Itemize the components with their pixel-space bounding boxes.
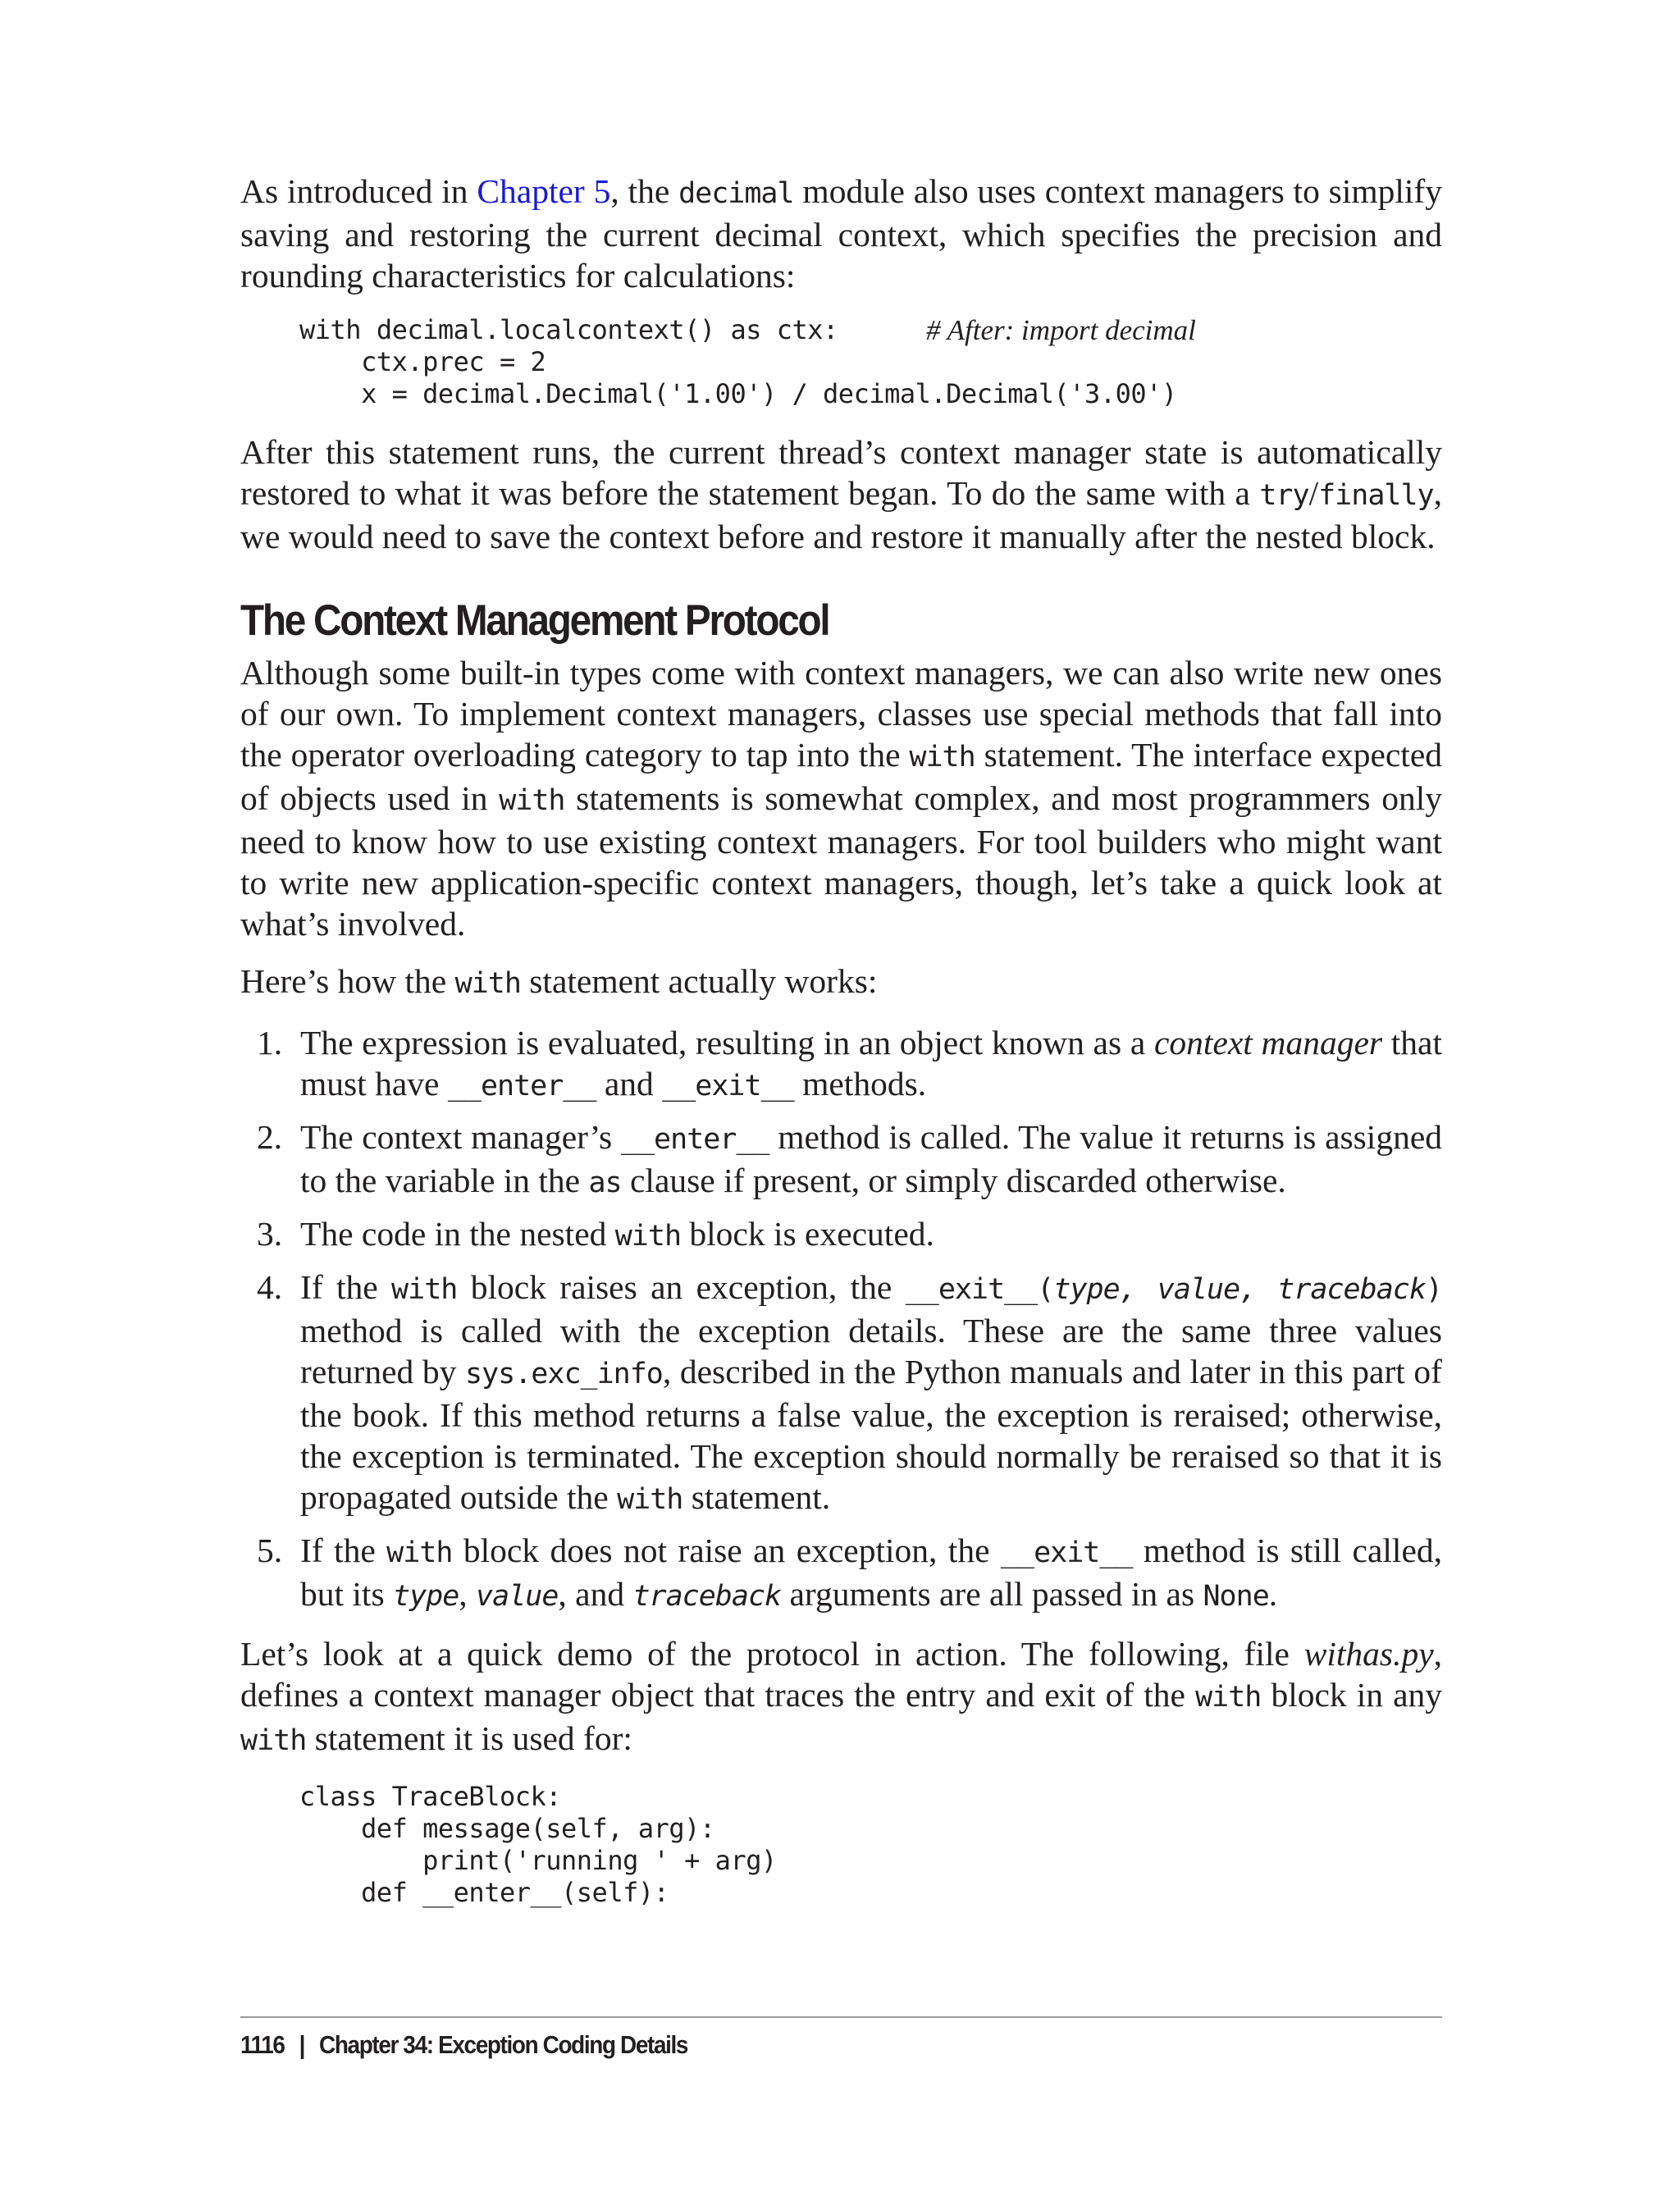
code-line: with decimal.localcontext() as ctx: xyxy=(299,314,838,345)
text: , the xyxy=(610,172,679,210)
paragraph-protocol xyxy=(240,652,1442,944)
text: The context manager’s xyxy=(300,1118,621,1156)
inline-code: finally xyxy=(1318,479,1434,512)
numbered-list xyxy=(240,1022,1442,1617)
text: , we would need to save the context before and restore it manually after the nested block. xyxy=(240,474,1442,555)
code-block-traceblock xyxy=(299,1781,1442,1909)
inline-code: with xyxy=(454,967,521,1000)
paragraph-intro xyxy=(240,171,1442,296)
text: , described in the Python manuals and later in this part of the book. If this method returns a false value, the exception is reraised; otherwise, the exception is terminated. The exception should normally be reraised so that it is propagated outside the xyxy=(300,1353,1442,1516)
text: Let’s look at a quick demo of the protocol in action. The following, file xyxy=(240,1635,1304,1673)
code-block-decimal xyxy=(299,314,1442,410)
text: After this statement runs, the current thread’s context manager state is automatically restored to what it was before the statement began. To do the same with a xyxy=(240,433,1442,512)
text: block is executed. xyxy=(681,1215,934,1253)
list-number: 1. xyxy=(257,1024,283,1061)
chapter-title: Chapter 34: Exception Coding Details xyxy=(319,2030,688,2059)
page-footer xyxy=(240,2030,687,2060)
inline-code: with xyxy=(1195,1681,1262,1714)
text: arguments are all passed in as xyxy=(781,1575,1203,1613)
list-item xyxy=(240,1530,1442,1617)
inline-code: with xyxy=(499,784,565,817)
inline-code: __enter__ xyxy=(447,1070,596,1102)
list-item-text xyxy=(300,1022,1442,1107)
text: , defines a context manager object that traces the entry and exit of the xyxy=(240,1635,1442,1714)
list-number: 3. xyxy=(257,1215,283,1253)
footer-separator: | xyxy=(299,2030,305,2059)
text: / xyxy=(1308,474,1319,512)
inline-code: decimal xyxy=(678,177,794,210)
text: that must have xyxy=(300,1024,1443,1102)
inline-code-italic: type xyxy=(393,1580,459,1613)
paragraph-how-it-works xyxy=(240,961,1442,1004)
inline-code-italic: type, value, traceback xyxy=(1053,1273,1426,1306)
inline-code: with xyxy=(614,1220,682,1253)
inline-code-italic: value xyxy=(476,1580,559,1613)
text: and xyxy=(596,1065,663,1102)
inline-code: as xyxy=(588,1166,622,1199)
text: As introduced in xyxy=(240,172,477,210)
inline-code: __exit__( xyxy=(905,1273,1054,1306)
footer-divider xyxy=(240,2016,1442,2018)
text: method is still called, but its xyxy=(300,1532,1443,1613)
inline-code: None xyxy=(1203,1580,1269,1613)
list-item xyxy=(240,1116,1442,1203)
text: , and xyxy=(558,1575,633,1613)
inline-code: with xyxy=(386,1536,453,1569)
code-line: class TraceBlock: xyxy=(299,1781,562,1812)
code-line: def __enter__(self): xyxy=(299,1877,669,1908)
text: clause if present, or simply discarded otherwise. xyxy=(621,1162,1286,1199)
inline-code: sys.exc_info xyxy=(465,1358,663,1390)
inline-code: with xyxy=(909,741,975,774)
code-comment: # After: import decimal xyxy=(926,314,1196,346)
paragraph-after-statement xyxy=(240,431,1442,557)
text: method is called with the exception details. These are the same three values returned by xyxy=(300,1312,1442,1390)
text: statements is somewhat complex, and most programmers only need to know how to use existing context managers. For tool builders who might want to write new application-specific context managers, though, let’s take a quick look at what’s involved. xyxy=(240,779,1442,943)
text: statement actually works: xyxy=(520,962,878,1000)
text: statement. xyxy=(682,1478,831,1516)
text: . xyxy=(1268,1575,1278,1613)
code-line: def message(self, arg): xyxy=(299,1813,715,1844)
text: If the xyxy=(300,1532,387,1569)
list-item-text xyxy=(300,1530,1442,1617)
emphasis-text: context manager xyxy=(1153,1024,1383,1061)
inline-code: ) xyxy=(1425,1273,1442,1306)
inline-code: with xyxy=(617,1483,683,1516)
list-item-text xyxy=(300,1213,1442,1257)
text: method is called. The value it returns is assigned to the variable in the xyxy=(300,1118,1442,1199)
list-item-text xyxy=(300,1267,1442,1520)
filename-text: withas.py xyxy=(1303,1635,1434,1673)
list-number: 2. xyxy=(257,1118,283,1156)
section-heading: The Context Management Protocol xyxy=(240,596,829,645)
paragraph-demo xyxy=(240,1633,1442,1761)
inline-code: try xyxy=(1259,479,1309,512)
page-content xyxy=(240,171,1442,1909)
text: , xyxy=(459,1575,477,1613)
text: methods. xyxy=(793,1065,927,1102)
text: If the xyxy=(300,1268,392,1306)
inline-code: with xyxy=(391,1273,458,1306)
text: statement it is used for: xyxy=(306,1719,632,1757)
text: The code in the nested xyxy=(300,1215,615,1253)
list-item xyxy=(240,1022,1442,1107)
list-item xyxy=(240,1267,1442,1520)
chapter-5-link[interactable]: Chapter 5 xyxy=(477,172,611,210)
list-number: 4. xyxy=(257,1268,283,1306)
page-number: 1116 xyxy=(240,2030,285,2059)
text: block in any xyxy=(1261,1676,1442,1714)
list-item xyxy=(240,1213,1442,1257)
text: statement. The interface expected of objects used in xyxy=(240,736,1443,817)
text: block raises an exception, the xyxy=(457,1268,906,1306)
text: Here’s how the xyxy=(240,962,455,1000)
inline-code: __exit__ xyxy=(662,1070,794,1102)
text: module also uses context managers to simplify saving and restoring the current decimal context, which specifies the precision and rounding characteristics for calculations: xyxy=(240,172,1443,294)
inline-code: with xyxy=(240,1724,307,1757)
inline-code-italic: traceback xyxy=(632,1580,782,1613)
text: block does not raise an exception, the xyxy=(452,1532,1001,1569)
code-line: print('running ' + arg) xyxy=(299,1845,777,1876)
code-line: ctx.prec = 2 xyxy=(299,346,546,377)
inline-code: __enter__ xyxy=(620,1123,769,1156)
text: Although some built-in types come with context managers, we can also write new ones of our own. To implement context managers, classes use special methods that fall into the operator overloading category to tap into the xyxy=(240,654,1442,774)
list-item-text xyxy=(300,1116,1442,1203)
code-line: x = decimal.Decimal('1.00') / decimal.Decimal('3.00') xyxy=(299,378,1177,409)
inline-code: __exit__ xyxy=(1000,1536,1133,1569)
text: The expression is evaluated, resulting in an object known as a xyxy=(300,1024,1154,1061)
list-number: 5. xyxy=(257,1532,283,1569)
